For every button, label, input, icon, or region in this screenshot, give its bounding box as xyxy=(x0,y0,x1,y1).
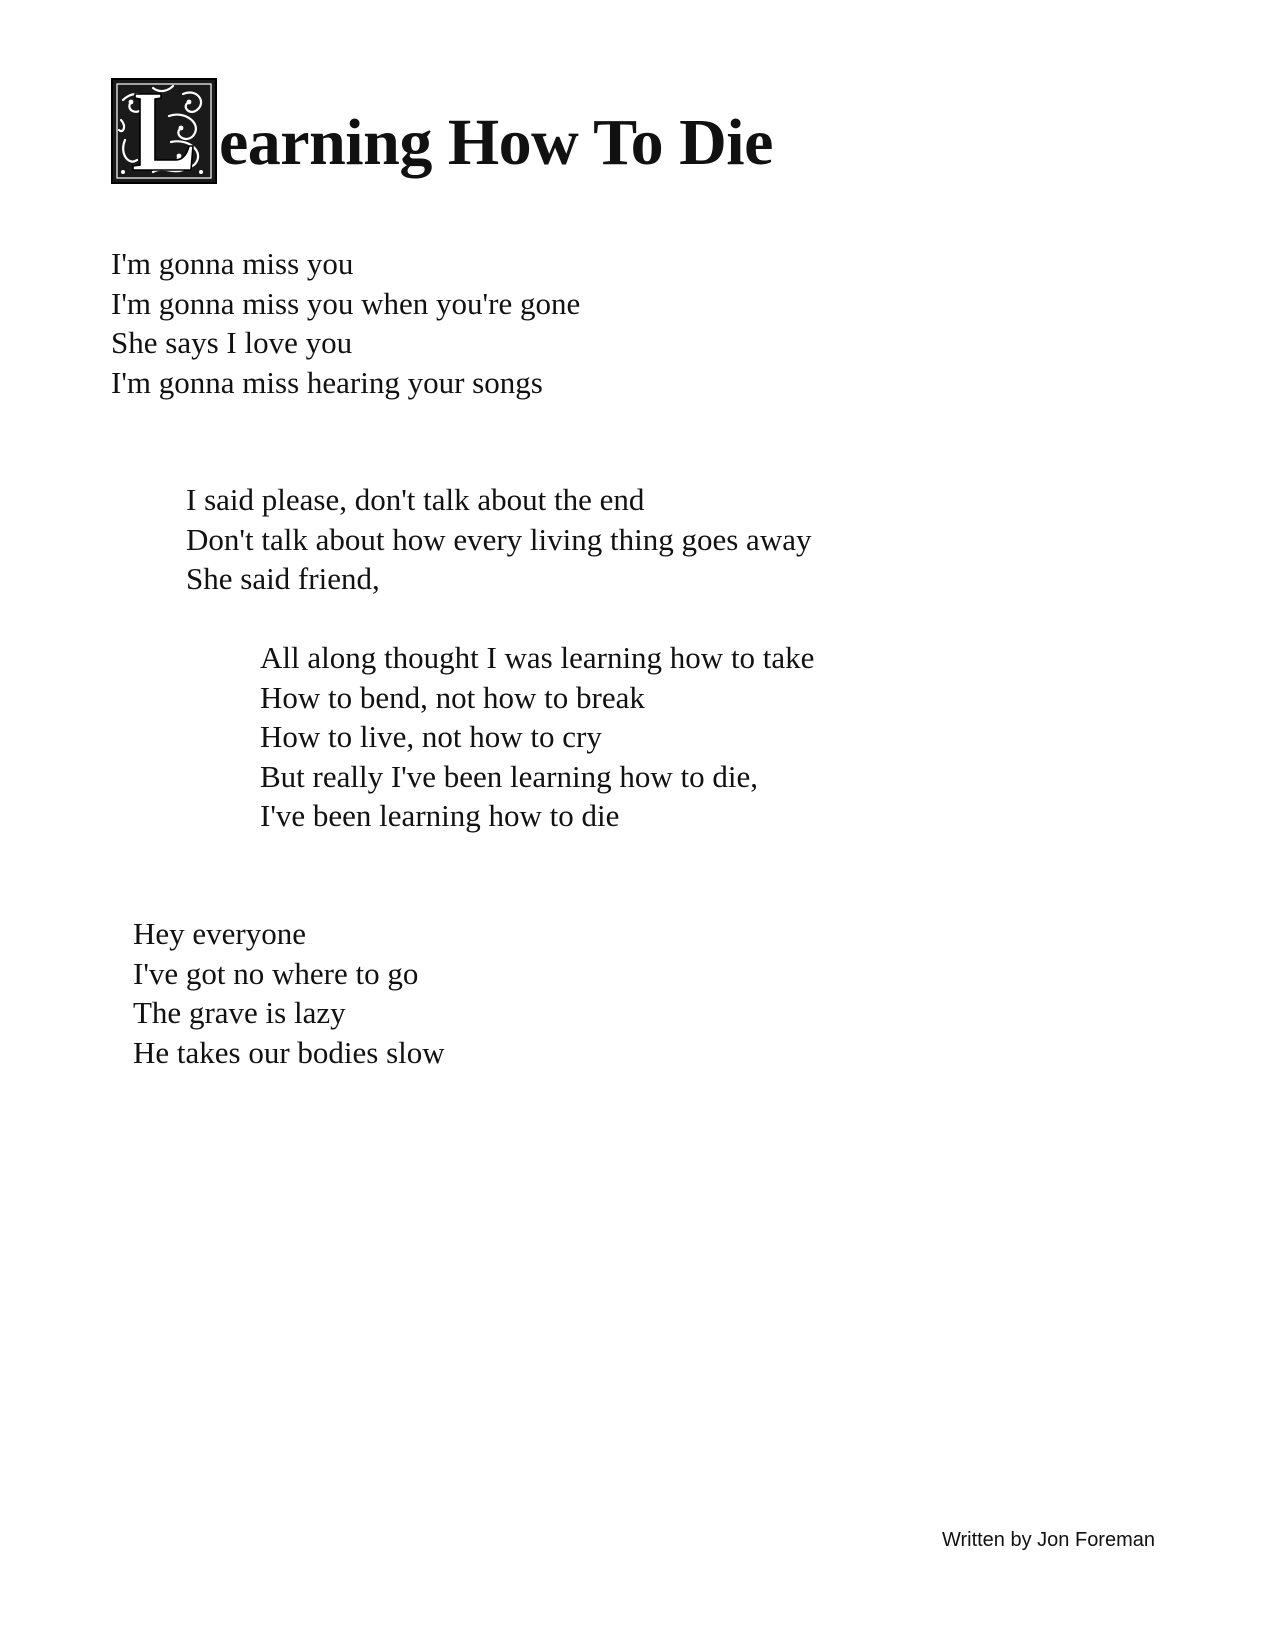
stanza-3-chorus xyxy=(260,638,814,836)
stanza-1 xyxy=(111,244,580,402)
title-text: earning How To Die xyxy=(219,106,773,179)
lyric-line: But really I've been learning how to die, xyxy=(260,758,758,794)
lyric-line: Hey everyone xyxy=(133,916,306,951)
lyric-line: She says I love you xyxy=(111,325,353,360)
lyric-line: I'm gonna miss you when you're gone xyxy=(111,285,581,321)
stanza-4 xyxy=(133,914,445,1072)
lyric-line: She said friend, xyxy=(186,561,380,596)
stanza-2 xyxy=(186,480,811,599)
lyric-line: He takes our bodies slow xyxy=(133,1034,445,1070)
lyric-line: How to live, not how to cry xyxy=(260,719,602,754)
lyric-line: All along thought I was learning how to take xyxy=(260,640,815,675)
song-title xyxy=(111,74,773,184)
lyric-line: The grave is lazy xyxy=(133,995,346,1030)
lyric-line: I've been learning how to die xyxy=(260,798,620,833)
lyric-line: I'm gonna miss you xyxy=(111,246,354,281)
lyric-line: Don't talk about how every living thing goes away xyxy=(186,521,812,557)
author-credit: Written by Jon Foreman xyxy=(941,1529,1155,1551)
lyric-line: I said please, don't talk about the end xyxy=(186,482,645,517)
lyric-line: How to bend, not how to break xyxy=(260,679,645,715)
lyric-line: I'm gonna miss hearing your songs xyxy=(111,364,543,400)
lyric-line: I've got no where to go xyxy=(133,955,419,991)
ornamental-initial-icon xyxy=(111,78,217,184)
